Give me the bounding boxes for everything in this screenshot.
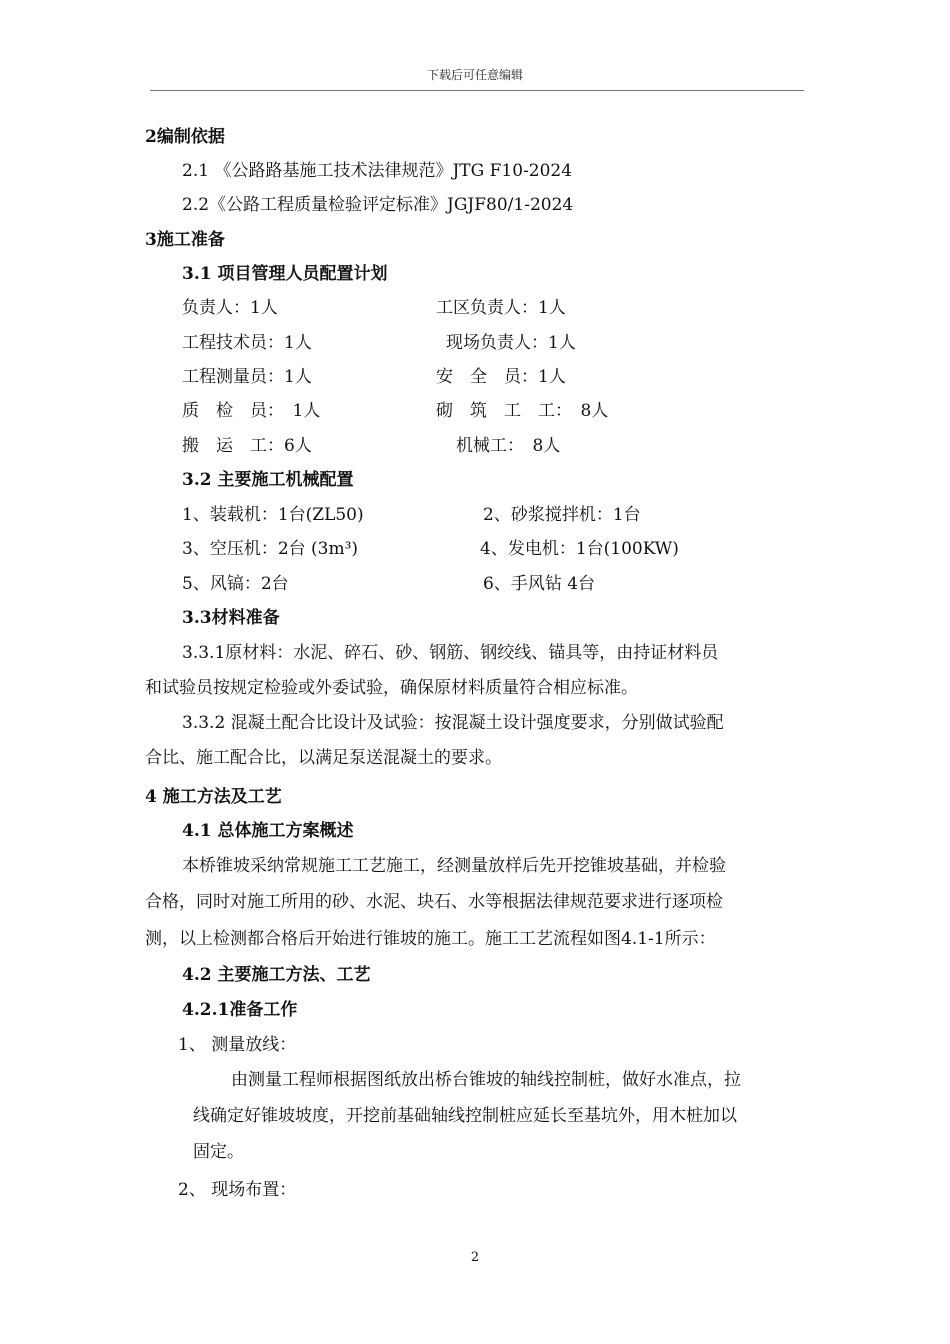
staff-right-1: 工区负责人：1人 [436,298,566,318]
reference-2-1: 2.1 《公路路基施工技术法律规范》JTG F10-2024 [182,161,573,181]
paragraph-3-3-1-line-1: 3.3.1原材料：水泥、碎石、砂、钢筋、钢绞线、锚具等，由持证材料员 [182,643,719,663]
staff-right-4: 砌 筑 工 工： 8人 [436,401,609,421]
item-1-line-1: 由测量工程师根据图纸放出桥台锥坡的轴线控制桩，做好水准点，拉 [231,1070,741,1090]
paragraph-3-3-1-line-2: 和试验员按规定检验或外委试验，确保原材料质量符合相应标准。 [145,678,638,698]
paragraph-4-1-line-1: 本桥锥坡采纳常规施工工艺施工，经测量放样后先开挖锥坡基础，并检验 [182,856,726,876]
item-1-line-2: 线确定好锥坡坡度，开挖前基础轴线控制桩应延长至基坑外，用木桩加以 [193,1106,737,1126]
machine-left-2: 3、空压机：2台 (3m³) [182,539,359,559]
machine-right-3: 6、手风钻 4台 [483,574,596,594]
section-4-1-heading: 4.1 总体施工方案概述 [182,821,354,841]
section-4-heading: 4 施工方法及工艺 [145,787,282,807]
paragraph-4-1-line-2: 合格，同时对施工所用的砂、水泥、块石、水等根据法律规范要求进行逐项检 [145,892,723,912]
section-2-heading: 2编制依据 [145,127,225,147]
section-4-2-1-heading: 4.2.1准备工作 [182,1000,298,1020]
staff-left-2: 工程技术员：1人 [182,333,312,353]
item-2-title: 2、 现场布置： [178,1180,297,1200]
staff-left-5: 搬 运 工：6人 [182,436,312,456]
machine-right-2: 4、发电机：1台(100KW) [480,539,679,559]
staff-left-4: 质 检 员： 1人 [182,401,321,421]
item-1-line-3: 固定。 [193,1142,244,1162]
paragraph-3-3-2-line-1: 3.3.2 混凝土配合比设计及试验：按混凝土设计强度要求，分别做试验配 [182,713,724,733]
item-1-title: 1、 测量放线： [178,1035,297,1055]
header-rule [150,90,804,91]
paragraph-3-3-2-line-2: 合比、施工配合比，以满足泵送混凝土的要求。 [145,748,502,768]
staff-left-1: 负责人：1人 [182,298,278,318]
reference-2-2: 2.2《公路工程质量检验评定标准》JGJF80/1-2024 [182,195,574,215]
section-3-heading: 3施工准备 [145,230,225,250]
section-3-2-heading: 3.2 主要施工机械配置 [182,470,354,490]
staff-right-3: 安 全 员：1人 [436,367,566,387]
machine-left-1: 1、装载机：1台(ZL50) [182,505,364,525]
page-number: 2 [470,1250,480,1265]
section-3-3-heading: 3.3材料准备 [182,608,280,628]
machine-right-1: 2、砂浆搅拌机：1台 [483,505,641,525]
paragraph-4-1-line-3: 测，以上检测都合格后开始进行锥坡的施工。施工工艺流程如图4.1-1所示： [145,929,716,949]
staff-right-2: 现场负责人：1人 [446,333,576,353]
section-3-1-heading: 3.1 项目管理人员配置计划 [182,264,388,284]
machine-left-3: 5、风镐：2台 [182,574,289,594]
staff-left-3: 工程测量员：1人 [182,367,312,387]
page-header: 下载后可任意编辑 [426,68,523,82]
staff-right-5: 机械工： 8人 [456,436,561,456]
section-4-2-heading: 4.2 主要施工方法、工艺 [182,965,371,985]
